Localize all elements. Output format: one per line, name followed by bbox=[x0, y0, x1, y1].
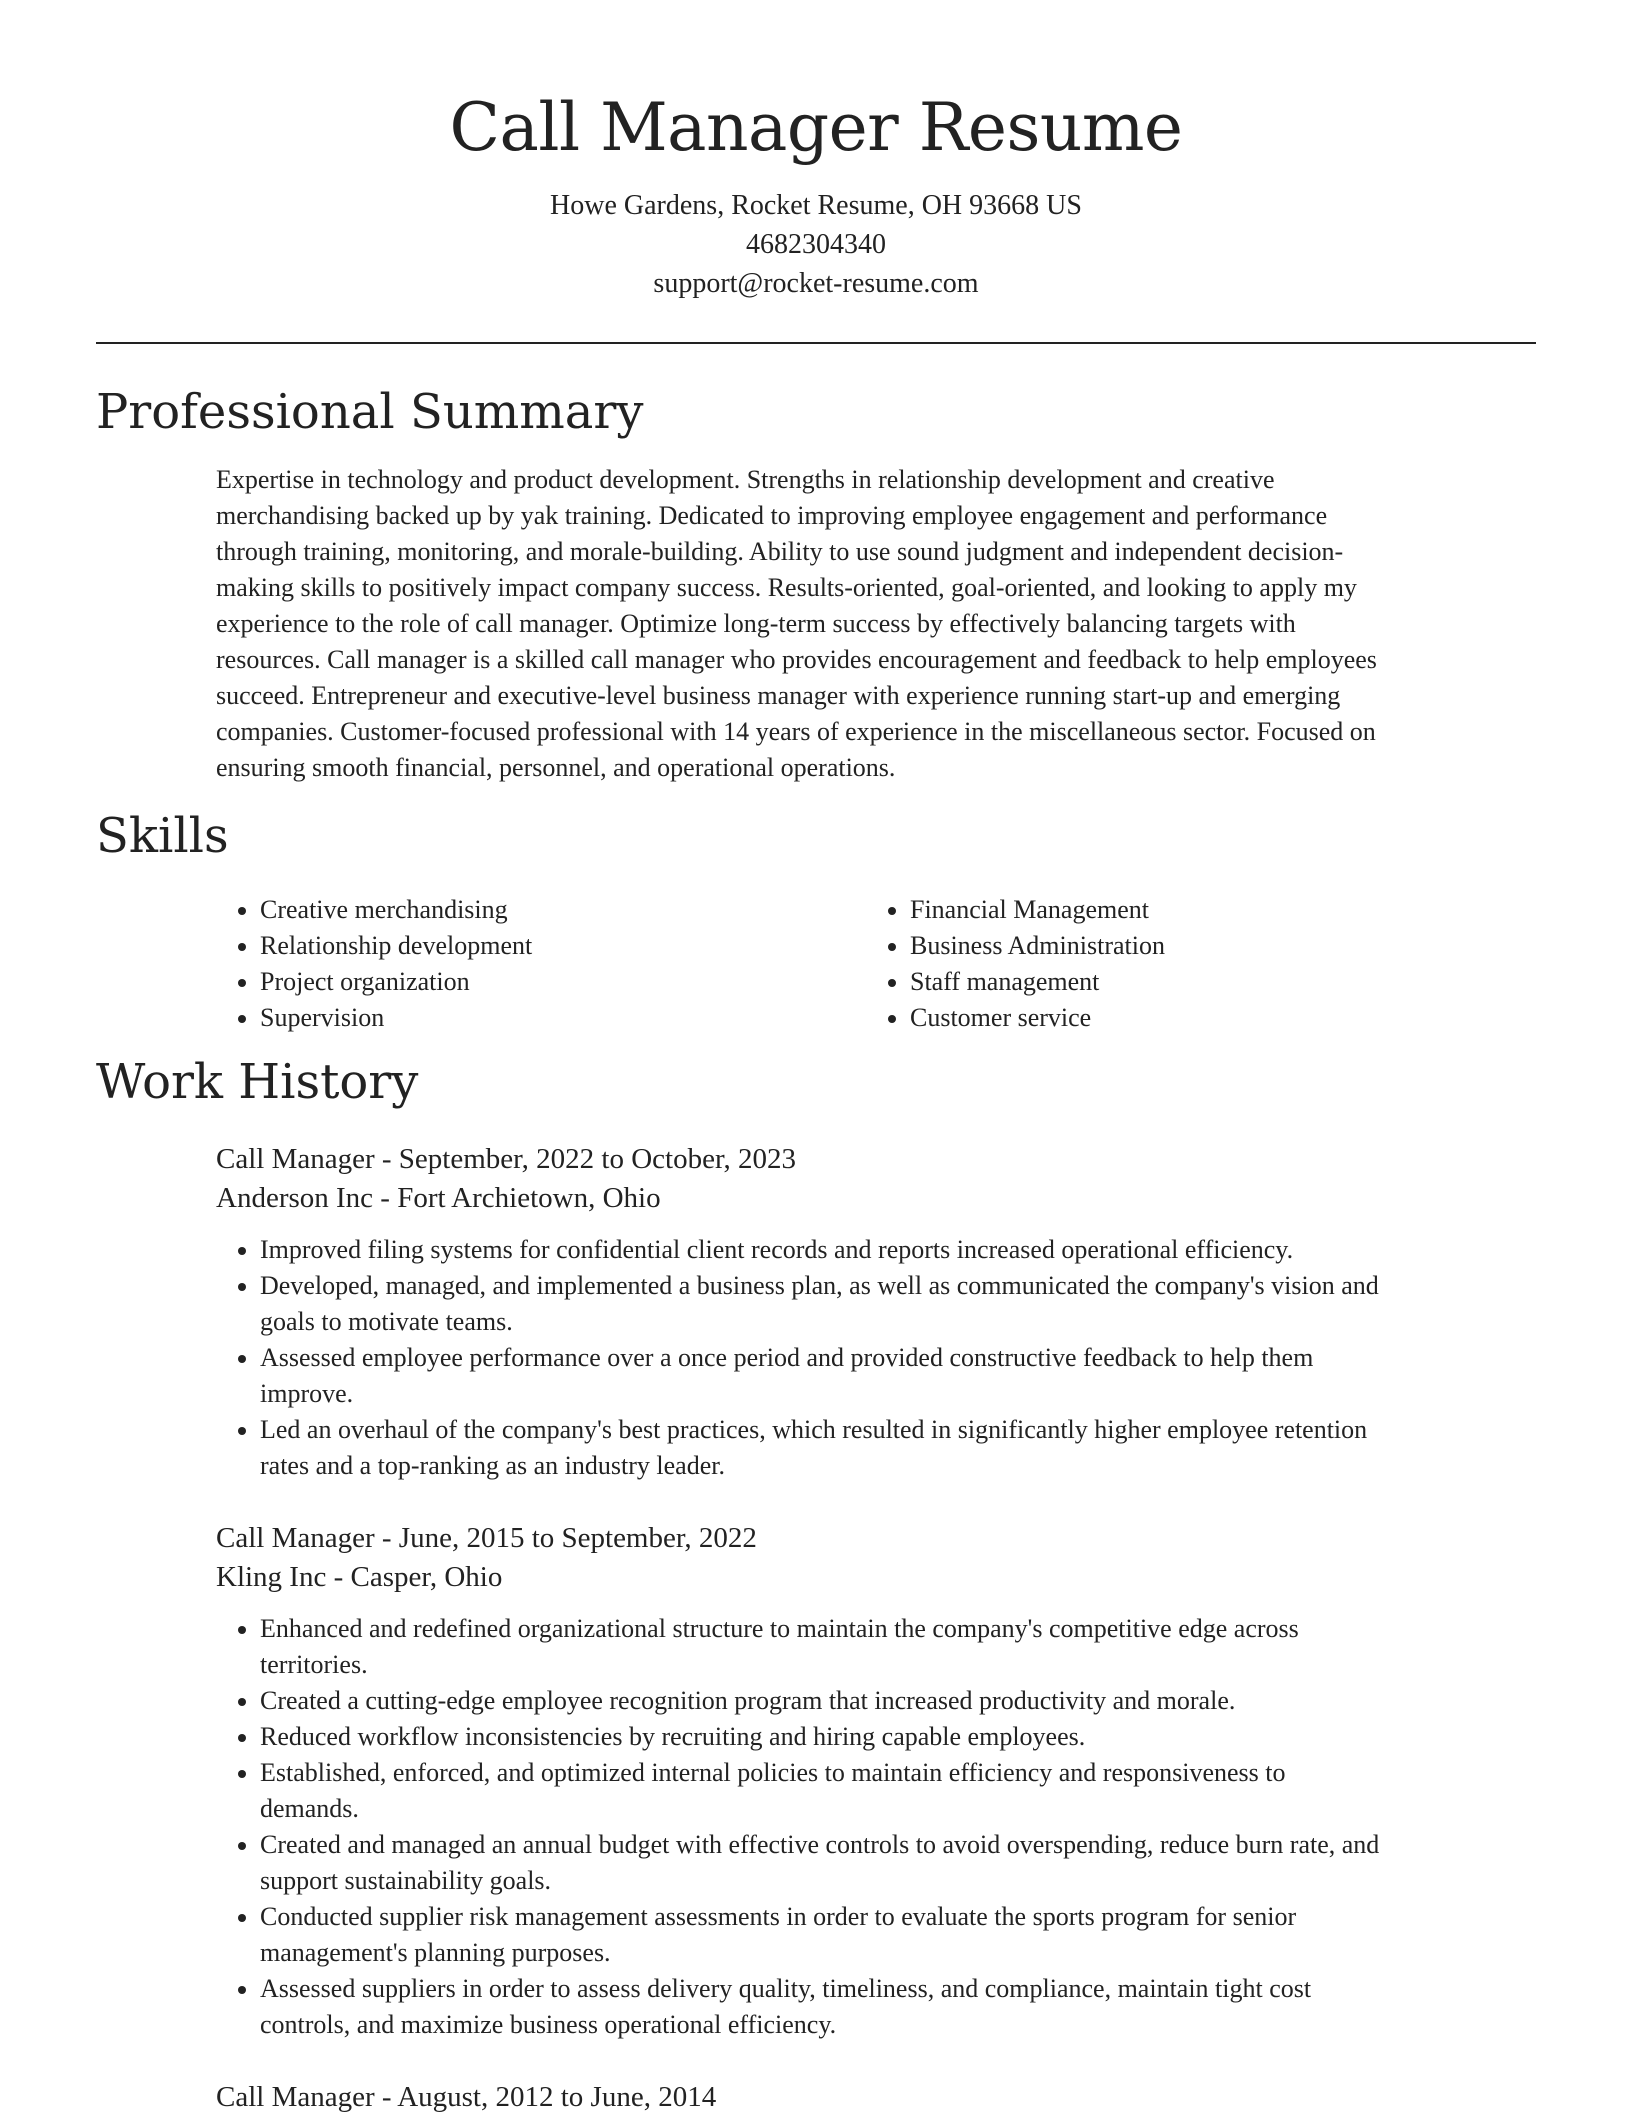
contact-info bbox=[96, 186, 1536, 303]
job-bullet: • Established, enforced, and optimized internal policies to maintain efficiency and responsiveness to demands. bbox=[260, 1755, 1536, 1827]
job-bullet: • Assessed employee performance over a once period and provided constructive feedback to help them improve. bbox=[260, 1340, 1536, 1412]
job-title-dates: Call Manager - June, 2015 to September, 2022 bbox=[216, 1522, 757, 1554]
job-bullet: • Led an overhaul of the company's best practices, which resulted in significantly higher employee retention rates and a top-ranking as an industry leader. bbox=[260, 1412, 1536, 1484]
skills-heading: Skills bbox=[96, 808, 229, 864]
job-bullet: • Reduced workflow inconsistencies by recruiting and hiring capable employees. bbox=[260, 1719, 1536, 1755]
skill-item: • Staff management bbox=[910, 964, 1516, 1000]
skill-item: • Creative merchandising bbox=[260, 892, 866, 928]
job-bullet: • Developed, managed, and implemented a business plan, as well as communicated the company's vision and goals to motivate teams. bbox=[260, 1268, 1536, 1340]
job-entry bbox=[216, 1140, 1536, 1484]
skill-item: • Relationship development bbox=[260, 928, 866, 964]
email: support@rocket-resume.com bbox=[653, 268, 979, 299]
job-bullets bbox=[216, 1611, 1536, 2043]
skills-list bbox=[216, 892, 1536, 1036]
header-divider bbox=[96, 342, 1536, 344]
phone: 4682304340 bbox=[746, 229, 886, 260]
job-entry bbox=[216, 2078, 1536, 2117]
job-bullet: • Improved filing systems for confidential client records and reports increased operational efficiency. bbox=[260, 1232, 1536, 1268]
summary-text: Expertise in technology and product development. Strengths in relationship development and creative merchandising backed up by yak training. Dedicated to improving employee engagement and performance through training, monitoring, and morale-building. Ability to use sound judgment and independent decision- making skills to positively impact company success. Results-oriented, goal-oriented, and looking to apply my experience to the role of call manager. Optimize long-term success by effectively balancing targets with resources. Call manager is a skilled call manager who provides encouragement and feedback to help employees succeed. Entrepreneur and executive-level business manager with experience running start-up and emerging companies. Customer-focused professional with 14 years of experience in the miscellaneous sector. Focused on ensuring smooth financial, personnel, and operational operations. bbox=[216, 465, 1377, 782]
skill-item: • Supervision bbox=[260, 1000, 866, 1036]
work-history-heading: Work History bbox=[96, 1054, 419, 1110]
job-entry bbox=[216, 1519, 1536, 2043]
skill-item: • Project organization bbox=[260, 964, 866, 1000]
address: Howe Gardens, Rocket Resume, OH 93668 US bbox=[550, 190, 1082, 221]
job-company-location: Anderson Inc - Fort Archietown, Ohio bbox=[216, 1182, 661, 1214]
skill-item: • Customer service bbox=[910, 1000, 1516, 1036]
skills-column-right bbox=[866, 892, 1516, 1036]
job-bullet: • Created a cutting-edge employee recognition program that increased productivity and morale. bbox=[260, 1683, 1536, 1719]
summary-heading: Professional Summary bbox=[96, 384, 644, 440]
resume-header bbox=[96, 80, 1536, 303]
resume-title: Call Manager Resume bbox=[449, 89, 1183, 166]
job-title-dates: Call Manager - August, 2012 to June, 2014 bbox=[216, 2081, 717, 2113]
skills-column-left bbox=[216, 892, 866, 1036]
job-bullet: • Assessed suppliers in order to assess delivery quality, timeliness, and compliance, maintain tight cost controls, and maximize business operational efficiency. bbox=[260, 1971, 1536, 2043]
job-company-location: Kling Inc - Casper, Ohio bbox=[216, 1561, 503, 1593]
skill-item: • Business Administration bbox=[910, 928, 1516, 964]
job-bullets bbox=[216, 1232, 1536, 1484]
job-bullet: • Created and managed an annual budget with effective controls to avoid overspending, reduce burn rate, and support sustainability goals. bbox=[260, 1827, 1536, 1899]
job-bullet: • Conducted supplier risk management assessments in order to evaluate the sports program for senior management's planning purposes. bbox=[260, 1899, 1536, 1971]
job-title-dates: Call Manager - September, 2022 to October, 2023 bbox=[216, 1143, 796, 1175]
skill-item: • Financial Management bbox=[910, 892, 1516, 928]
job-bullet: • Enhanced and redefined organizational structure to maintain the company's competitive edge across territories. bbox=[260, 1611, 1536, 1683]
